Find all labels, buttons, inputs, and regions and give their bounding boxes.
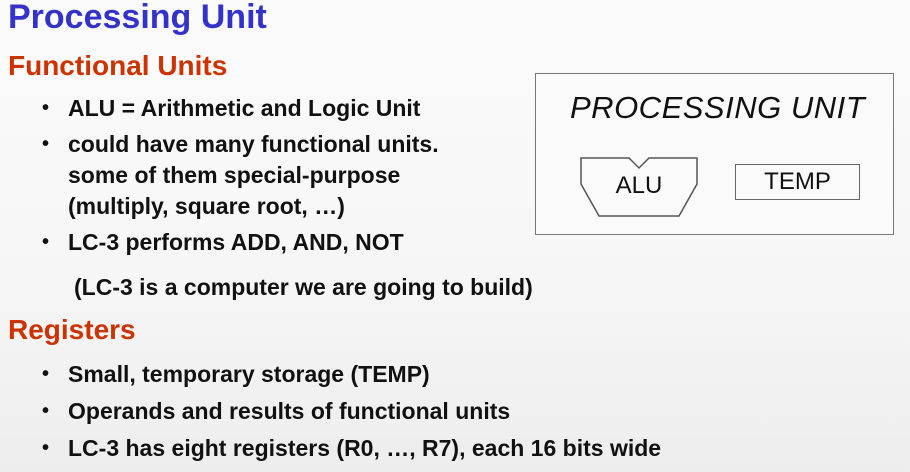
alu-label: ALU bbox=[615, 172, 663, 199]
list-item bbox=[42, 396, 661, 427]
processing-unit-diagram bbox=[535, 73, 894, 235]
bullet-text: ALU = Arithmetic and Logic Unit bbox=[68, 95, 421, 121]
lc3-note: (LC-3 is a computer we are going to build) bbox=[74, 274, 533, 300]
bullet-text: Operands and results of functional units bbox=[68, 398, 511, 424]
registers-list bbox=[42, 359, 661, 470]
diagram-title: PROCESSING UNIT bbox=[570, 90, 866, 125]
bullet-icon: • bbox=[42, 97, 50, 119]
list-item bbox=[42, 359, 661, 390]
bullet-icon: • bbox=[42, 400, 50, 422]
functional-units-heading: Functional Units bbox=[8, 50, 228, 81]
bullet-text: could have many functional units. some of them special-purpose (multiply, square root, …) bbox=[68, 131, 439, 219]
bullet-text: LC-3 performs ADD, AND, NOT bbox=[68, 229, 404, 255]
bullet-icon: • bbox=[42, 437, 50, 459]
list-item bbox=[42, 93, 439, 124]
bullet-icon: • bbox=[42, 231, 50, 253]
functional-units-list bbox=[42, 93, 439, 263]
bullet-text: LC-3 has eight registers (R0, …, R7), each 16 bits wide bbox=[68, 435, 662, 461]
bullet-icon: • bbox=[42, 363, 50, 385]
list-item bbox=[42, 227, 439, 258]
list-item bbox=[42, 433, 661, 464]
slide-title: Processing Unit bbox=[8, 0, 267, 36]
temp-register-box: TEMP bbox=[735, 164, 860, 200]
bullet-text: Small, temporary storage (TEMP) bbox=[68, 361, 430, 387]
bullet-icon: • bbox=[42, 133, 50, 155]
list-item bbox=[42, 129, 439, 222]
registers-heading: Registers bbox=[8, 314, 136, 345]
